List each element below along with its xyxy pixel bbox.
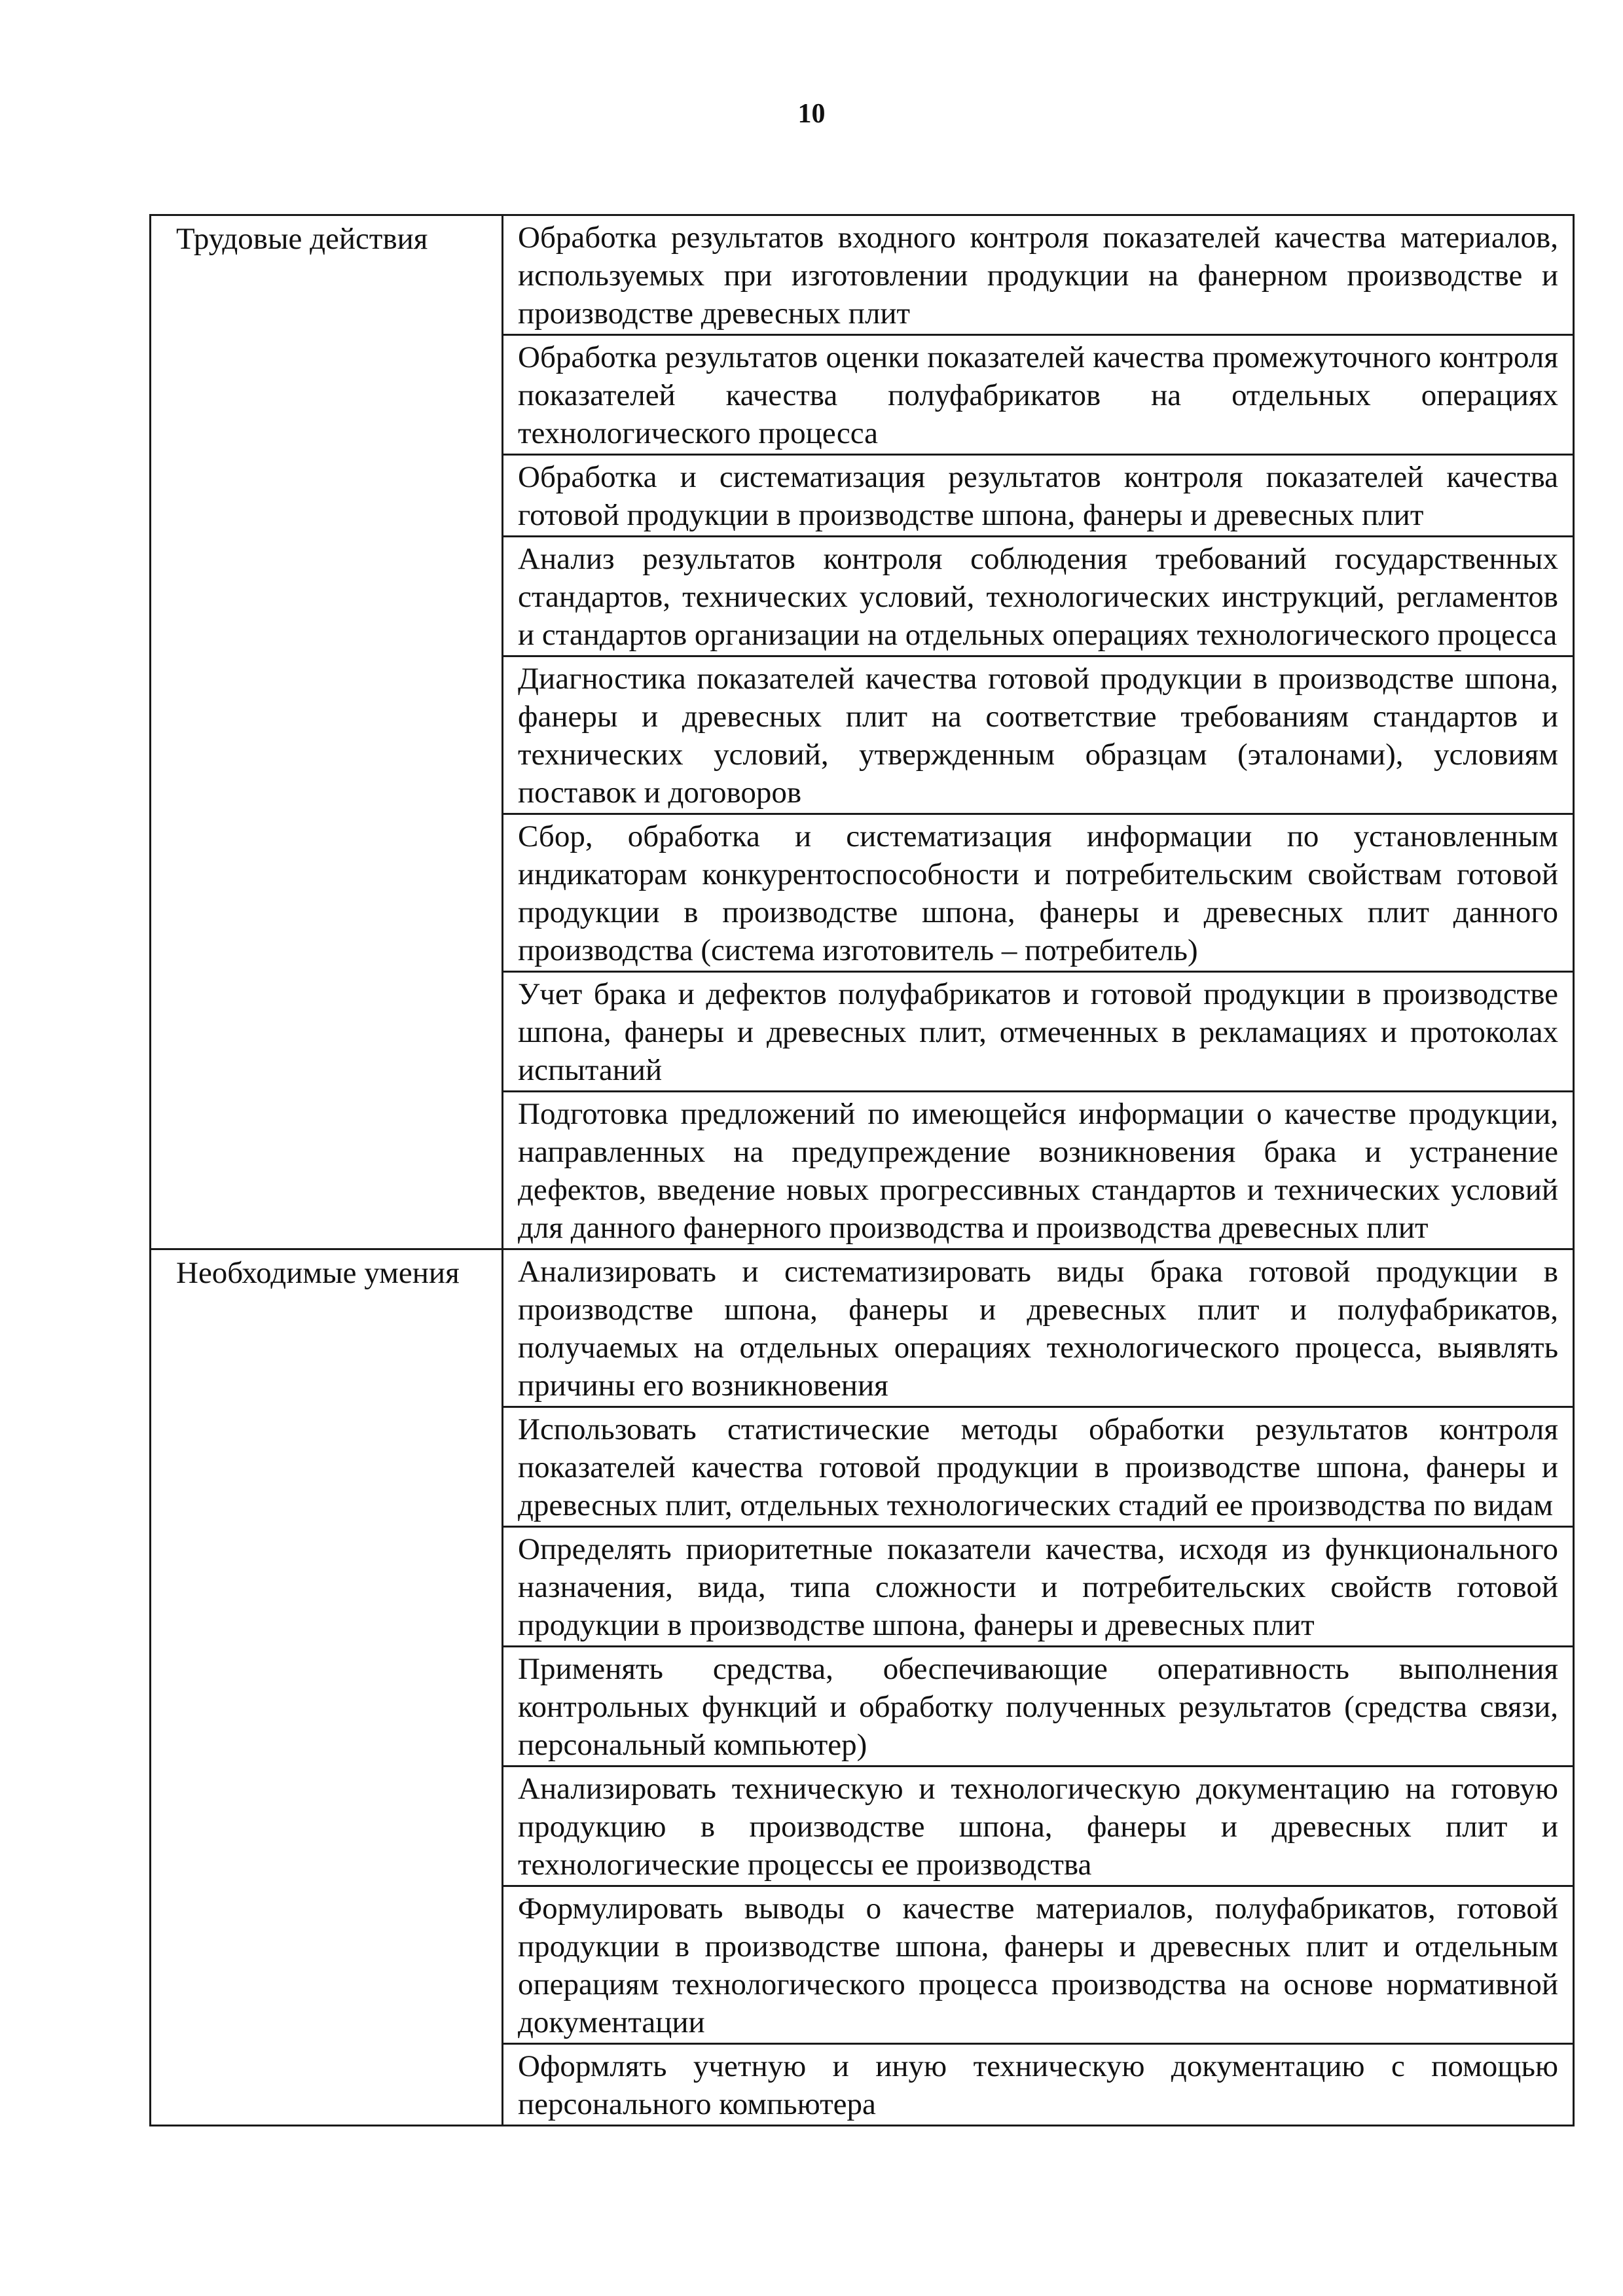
page-number: 10	[797, 99, 826, 129]
section-label-cell	[151, 215, 503, 1249]
list-item: Учет брака и дефектов полуфабрикатов и готовой продукции в производстве шпона, фанеры и древесных плит, отмеченных в рекламациях и протоколах испытаний	[503, 973, 1573, 1092]
list-item: Обработка и систематизация результатов контроля показателей качества готовой продукции в производстве шпона, фанеры и древесных плит	[503, 456, 1573, 537]
list-item: Формулировать выводы о качестве материалов, полуфабрикатов, готовой продукции в производстве шпона, фанеры и древесных плит и отдельным операциям технологического процесса производства на основе нормативной документации	[503, 1887, 1573, 2045]
section-items-cell	[503, 215, 1574, 1249]
list-item: Использовать статистические методы обработки результатов контроля показателей качества готовой продукции в производстве шпона, фанеры и древесных плит, отдельных технологических стадий ее производства по видам	[503, 1408, 1573, 1528]
table-row-required-skills	[151, 1249, 1574, 2126]
section-label-required-skills: Необходимые умения	[176, 1256, 460, 1290]
qualification-table	[149, 214, 1575, 2126]
list-item: Анализ результатов контроля соблюдения требований государственных стандартов, технических условий, технологических инструкций, регламентов и стандартов организации на отдельных операциях технологического процесса	[503, 537, 1573, 657]
list-item: Подготовка предложений по имеющейся информации о качестве продукции, направленных на предупреждение возникновения брака и устранение дефектов, введение новых прогрессивных стандартов и технических условий для данного фанерного производства и производства древесных плит	[518, 1097, 1558, 1245]
section-label-cell	[151, 1249, 503, 2126]
list-item: Оформлять учетную и иную техническую документацию с помощью персонального компьютера	[518, 2049, 1558, 2121]
list-item: Сбор, обработка и систематизация информации по установленным индикаторам конкурентоспособности и потребительским свойствам готовой продукции в производстве шпона, фанеры и древесных плит данного производства (система изготовитель – потребитель)	[503, 815, 1573, 973]
section-items-cell	[503, 1249, 1574, 2126]
list-item: Анализировать и систематизировать виды брака готовой продукции в производстве шпона, фанеры и древесных плит и полуфабрикатов, получаемых на отдельных операциях технологического процесса, выявлять причины его возникновения	[503, 1250, 1573, 1408]
list-item: Диагностика показателей качества готовой продукции в производстве шпона, фанеры и древесных плит на соответствие требованиям стандартов и технических условий, утвержденным образцам (эталонами), условиям поставок и договоров	[503, 657, 1573, 815]
list-item: Определять приоритетные показатели качества, исходя из функционального назначения, вида, типа сложности и потребительских свойств готовой продукции в производстве шпона, фанеры и древесных плит	[503, 1528, 1573, 1647]
list-item: Анализировать техническую и технологическую документацию на готовую продукцию в производстве шпона, фанеры и древесных плит и технологические процессы ее производства	[503, 1767, 1573, 1887]
list-item: Обработка результатов входного контроля показателей качества материалов, используемых при изготовлении продукции на фанерном производстве и производстве древесных плит	[503, 216, 1573, 336]
list-item: Применять средства, обеспечивающие оперативность выполнения контрольных функций и обработку полученных результатов (средства связи, персональный компьютер)	[503, 1647, 1573, 1767]
table-row-labor-actions	[151, 215, 1574, 1249]
section-label-labor-actions: Трудовые действия	[176, 222, 428, 256]
list-item: Обработка результатов оценки показателей качества промежуточного контроля показателей качества полуфабрикатов на отдельных операциях технологического процесса	[503, 336, 1573, 456]
